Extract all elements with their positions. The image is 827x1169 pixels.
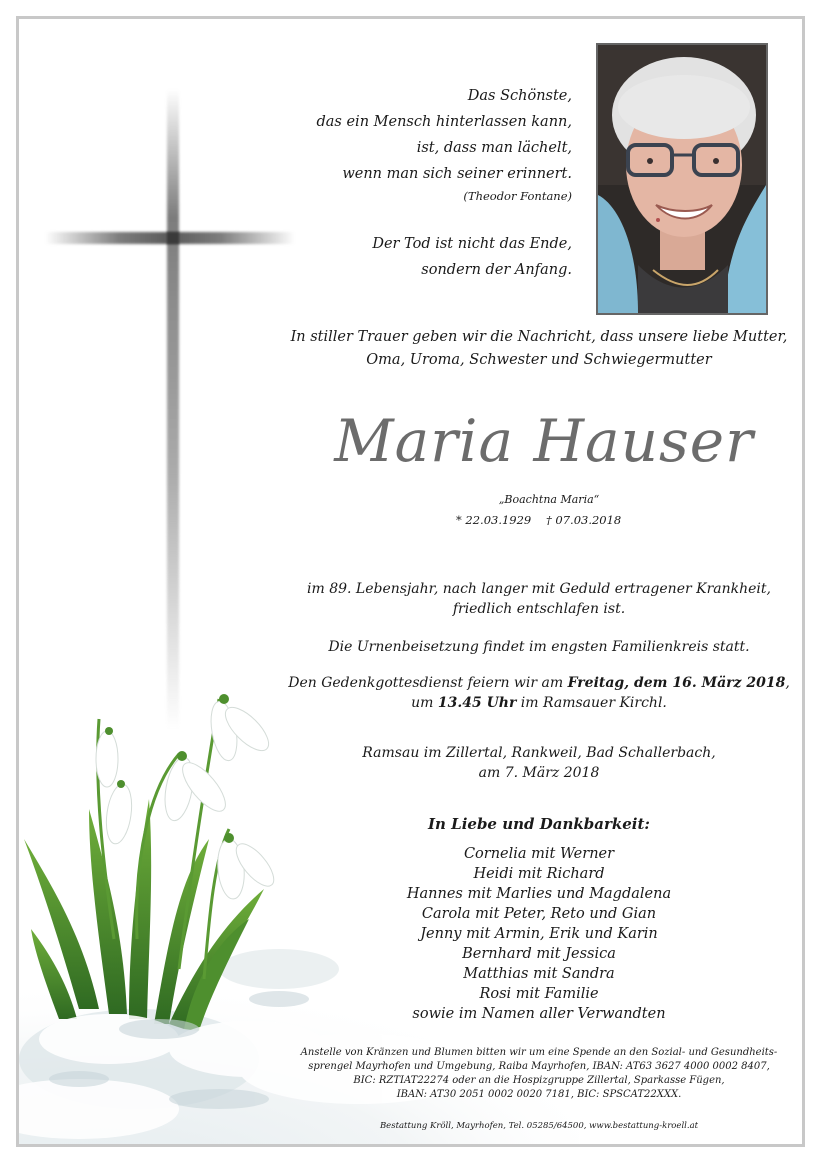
announcement-line-2: Oma, Uroma, Schwester und Schwiegermutter	[366, 352, 712, 368]
quote-line-4: wenn man sich seiner erinnert.	[342, 166, 572, 182]
place-line-1: Ramsau im Zillertal, Rankweil, Bad Schallerbach,	[362, 745, 716, 761]
list-item: sowie im Namen aller Verwandten	[412, 1006, 666, 1022]
birth-date: * 22.03.1929	[456, 513, 532, 527]
service-line-2-text: um	[411, 695, 438, 711]
quote-line-2: das ein Mensch hinterlassen kann,	[316, 114, 572, 130]
list-item: Cornelia mit Werner	[463, 846, 615, 862]
undertaker-footer: Bestattung Kröll, Mayrhofen, Tel. 05285/64500, www.bestattung-kroell.at	[379, 1121, 699, 1131]
donation-line-4: IBAN: AT30 2051 0002 0020 7181, BIC: SPSCAT22XXX.	[396, 1089, 682, 1100]
list-item: Matthias mit Sandra	[463, 966, 615, 982]
passing-line-2: friedlich entschlafen ist.	[452, 601, 626, 617]
obituary-card	[16, 16, 805, 1147]
quote-author: (Theodor Fontane)	[463, 189, 572, 203]
list-item: Heidi mit Richard	[473, 866, 605, 882]
death-date: † 07.03.2018	[546, 513, 622, 527]
service-line-1	[279, 675, 799, 691]
urn-burial-text: Die Urnenbeisetzung findet im engsten Familienkreis statt.	[328, 639, 750, 655]
announcement-line-1: In stiller Trauer geben wir die Nachricht, dass unsere liebe Mutter,	[290, 329, 788, 345]
quote-second-line-1: Der Tod ist nicht das Ende,	[372, 236, 572, 252]
passing-line-1: im 89. Lebensjahr, nach langer mit Geduld ertragener Krankheit,	[307, 581, 771, 597]
place-line-2: am 7. März 2018	[478, 765, 600, 781]
service-time: 13.45 Uhr	[437, 695, 517, 711]
deceased-name: Maria Hauser	[334, 407, 754, 475]
quote-line-3: ist, dass man lächelt,	[416, 140, 572, 156]
list-item: Rosi mit Familie	[479, 986, 599, 1002]
quote-line-1: Das Schönste,	[467, 88, 572, 104]
service-line-2	[279, 695, 799, 711]
deceased-portrait-photo	[596, 43, 768, 315]
donation-line-3: BIC: RZTIAT22274 oder an die Hospizgruppe Zillertal, Sparkasse Fügen,	[353, 1075, 725, 1086]
list-item: Bernhard mit Jessica	[462, 946, 616, 962]
portrait-image	[598, 45, 766, 313]
list-item: Jenny mit Armin, Erik und Karin	[420, 926, 658, 942]
service-line-1-end: ,	[785, 675, 790, 691]
quote-second-line-2: sondern der Anfang.	[421, 262, 572, 278]
list-item: Hannes mit Marlies und Magdalena	[406, 886, 672, 902]
list-item: Carola mit Peter, Reto und Gian	[421, 906, 657, 922]
service-line-1-text: Den Gedenkgottesdienst feiern wir am	[288, 675, 568, 691]
donation-line-2: sprengel Mayrhofen und Umgebung, Raiba Mayrhofen, IBAN: AT63 3627 4000 0002 8407,	[308, 1061, 770, 1072]
mourners-heading: In Liebe und Dankbarkeit:	[428, 815, 650, 833]
deceased-nickname: „Boachtna Maria“	[498, 493, 600, 506]
service-location: im Ramsauer Kirchl.	[516, 695, 667, 711]
service-date: Freitag, dem 16. März 2018	[567, 675, 786, 691]
donation-line-1: Anstelle von Kränzen und Blumen bitten wir um eine Spende an den Sozial- und Gesundheits-	[300, 1047, 778, 1058]
